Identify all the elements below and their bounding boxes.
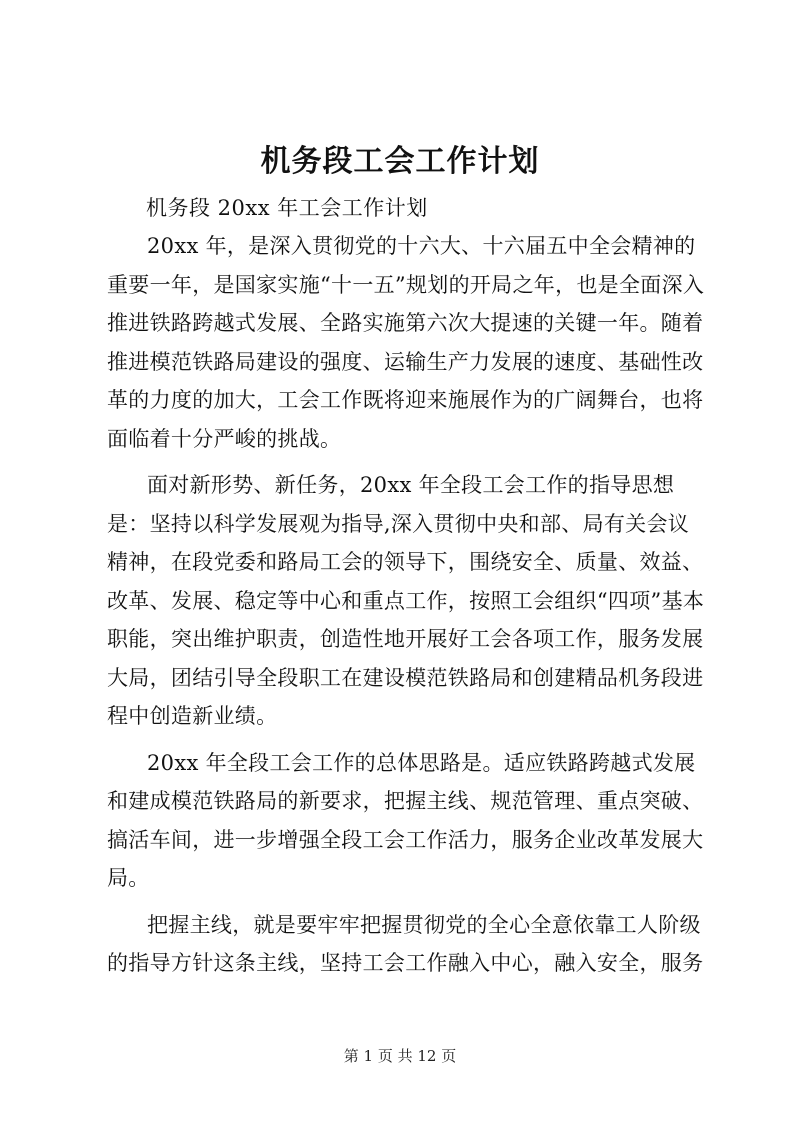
document-subtitle: 机务段 20xx 年工会工作计划 xyxy=(146,196,428,220)
paragraph: 20xx 年，是深入贯彻党的十六大、十六届五中全会精神的重要一年，是国家实施“十一五”规划的开局之年，也是全面深入推进铁路跨越式发展、全路实施第六次大提速的关键一年。随着推进模范铁路局建设的强度、运输生产力发展的速度、基础性改革的力度的加大，工会工作既将迎来施展作为的广阔舞台，也将面临着十分严峻的挑战。 xyxy=(107,234,705,451)
paragraph: 把握主线，就是要牢牢把握贯彻党的全心全意依靠工人阶级的指导方针这条主线，坚持工会工作融入中心，融入安全，服务 xyxy=(107,912,704,975)
page-title: 机务段工会工作计划 xyxy=(260,144,540,179)
paragraph: 面对新形势、新任务，20xx 年全段工会工作的指导思想是：坚持以科学发展观为指导,深入贯彻中央和部、局有关会议精神，在段党委和路局工会的领导下，围绕安全、质量、效益、改革、发展、稳定等中心和重点工作，按照工会组织“四项”基本职能，突出维护职责，创造性地开展好工会各项工作，服务发展大局，团结引导全段职工在建设模范铁路局和创建精品机务段进程中创造新业绩。 xyxy=(107,473,705,728)
paragraph: 20xx 年全段工会工作的总体思路是。适应铁路跨越式发展和建成模范铁路局的新要求，把握主线、规范管理、重点突破、搞活车间，进一步增强全段工会工作活力，服务企业改革发展大局。 xyxy=(107,750,704,890)
document-body xyxy=(107,227,707,983)
page-footer: 第 1 页 共 12 页 xyxy=(343,1047,457,1065)
